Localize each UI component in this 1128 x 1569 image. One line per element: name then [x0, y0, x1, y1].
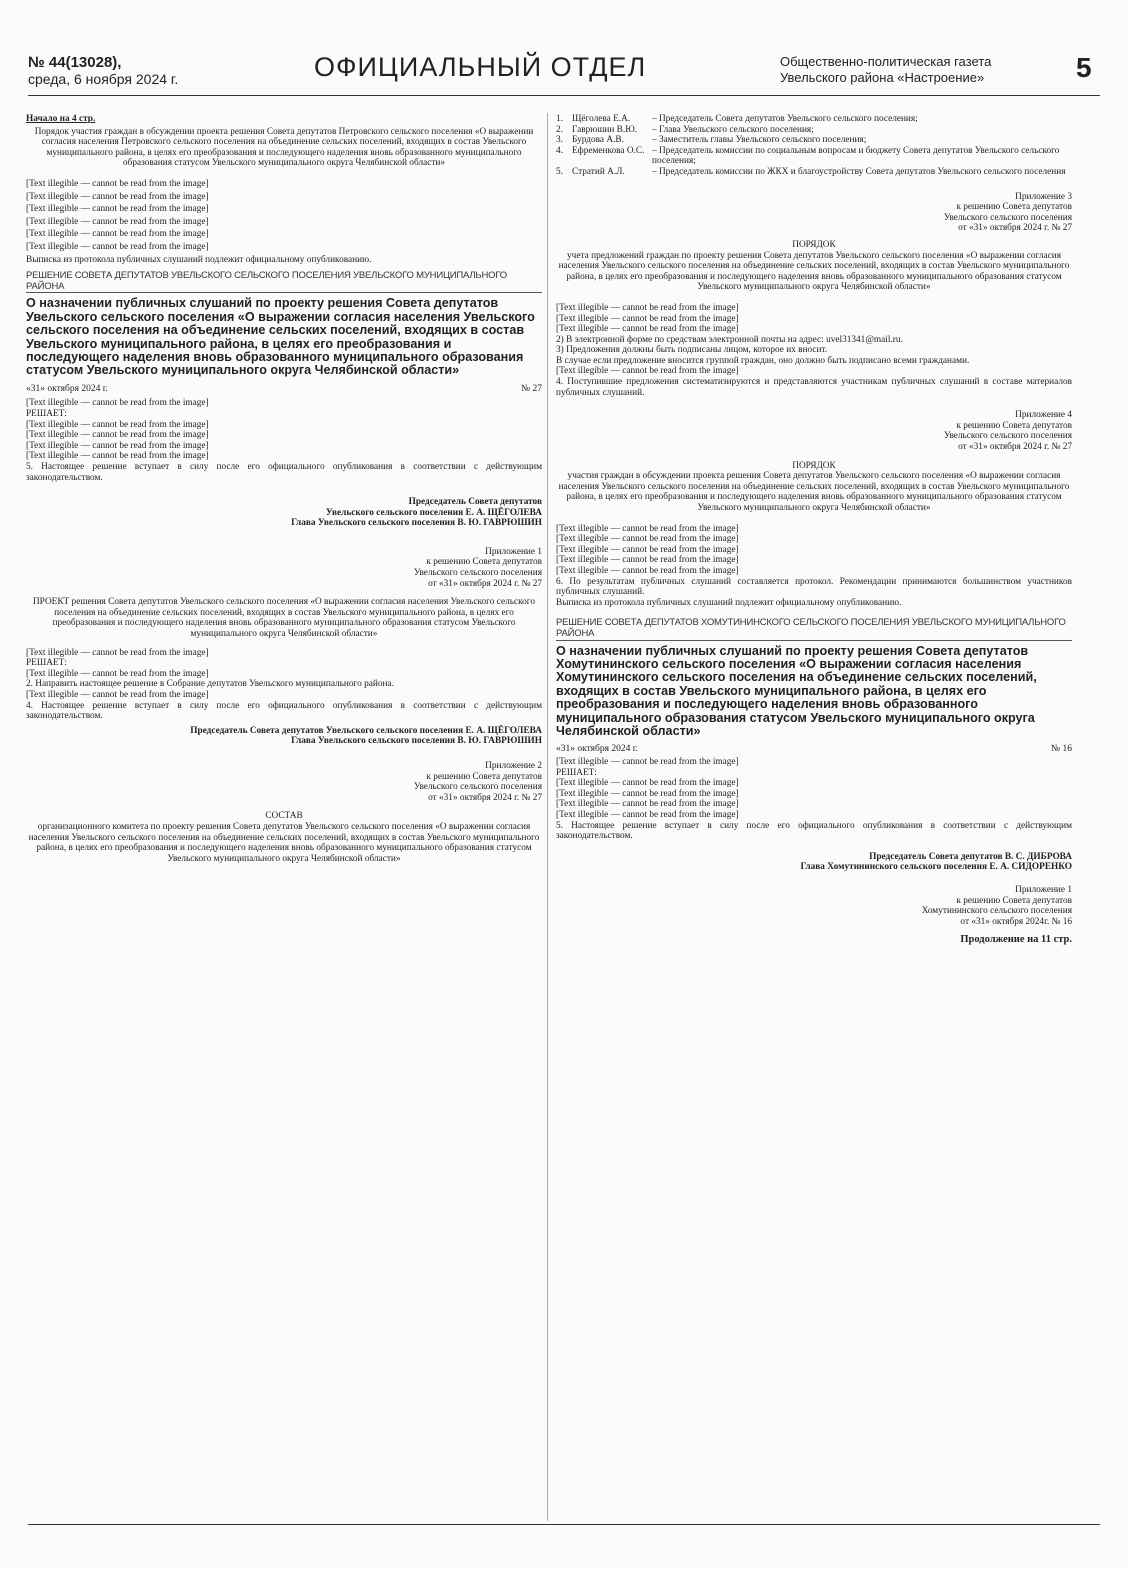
- committee-member: [556, 135, 1072, 146]
- member-number: 1.: [556, 114, 563, 124]
- decision-2-resolves-label: РЕШАЕТ:: [556, 767, 597, 778]
- resolution-item-3: [Text illegible — cannot be read from the image]: [26, 440, 209, 451]
- appendix-1-label: Приложение 1: [485, 546, 542, 557]
- project-item-2: 2. Направить настоящее решение в Собрание депутатов Увельского муниципального района.: [26, 679, 394, 690]
- member-name: Гаврюшин В.Ю.: [572, 124, 638, 135]
- appendix-3-ref: к решению Совета депутатов: [956, 202, 1072, 213]
- proposals-item-3: [Text illegible — cannot be read from the image]: [556, 366, 739, 377]
- appendix-2-note: [26, 761, 542, 803]
- decision-rubric: РЕШЕНИЕ СОВЕТА ДЕПУТАТОВ УВЕЛЬСКОГО СЕЛЬСКОГО ПОСЕЛЕНИЯ УВЕЛЬСКОГО МУНИЦИПАЛЬНОГО РАЙОНА: [26, 271, 542, 293]
- participation-item-1: [Text illegible — cannot be read from the image]: [556, 523, 739, 534]
- decision-2-item-2: [Text illegible — cannot be read from the image]: [556, 788, 739, 799]
- proposals-item-2d: В случае если предложение вносится группой граждан, оно должно быть подписано всеми гражданами.: [556, 355, 970, 366]
- appendix-3-date: от «31» октября 2024 г. № 27: [958, 223, 1072, 234]
- appendix-4-label: Приложение 4: [1015, 410, 1072, 421]
- participation-item-2: [Text illegible — cannot be read from the image]: [556, 534, 739, 545]
- project-item-1: [Text illegible — cannot be read from the image]: [26, 668, 209, 679]
- left-column: [26, 114, 542, 864]
- footer-rule: [28, 1524, 1100, 1525]
- participation-item-6: 6. По результатам публичных слушаний составляется протокол. Рекомендации принимаются большинством участников публичных слушаний.: [556, 576, 1072, 598]
- member-role: – Председатель комиссии по социальным вопросам и бюджету Совета депутатов Увельского сельского поселения;: [652, 145, 1060, 167]
- sostav-heading: СОСТАВ: [265, 811, 303, 822]
- page-number: 5: [1076, 52, 1092, 83]
- decision-2-appendix-1-label: Приложение 1: [1015, 884, 1072, 895]
- resolution-item-2: [Text illegible — cannot be read from the image]: [26, 430, 209, 441]
- project-signature-block: [26, 726, 542, 747]
- header-rule: [28, 95, 1100, 96]
- member-role: – Председатель комиссии по ЖКХ и благоустройству Совета депутатов Увельского сельского поселения: [652, 166, 1066, 177]
- decision-2-signature-2: Глава Хомутининского сельского поселения Е. А. СИДОРЕНКО: [800, 862, 1072, 873]
- poryadok-1-heading: ПОРЯДОК: [792, 239, 836, 250]
- decision-2-preamble: [Text illegible — cannot be read from the image]: [556, 756, 739, 767]
- proposals-item-2: [Text illegible — cannot be read from the image]: [556, 313, 739, 324]
- project-preamble: [Text illegible — cannot be read from the image]: [26, 647, 209, 658]
- decision-2-signature-block: [556, 852, 1072, 873]
- project-item-4: 4. Настоящее решение вступает в силу после его официального опубликования в соответствии с действующим законодательством.: [26, 700, 542, 722]
- proposals-item-2c: 3) Предложения должны быть подписаны лицом, которое их вносит.: [556, 345, 828, 356]
- member-number: 5.: [556, 166, 563, 177]
- proposals-item-4: 4. Поступившие предложения систематизируются и представляются участникам публичных слушаний в составе материалов публичных слушаний.: [556, 377, 1072, 398]
- member-name: Щёголева Е.А.: [572, 114, 631, 124]
- project-title: ПРОЕКТ решения Совета депутатов Увельского сельского поселения «О выражении согласия населения Увельского сельского поселения на объединение сельских поселений, входящих в состав Увельского муниципального района, в целях его преобразования и последующего наделения вновь образованного муниципального образования статусом Увельского муниципального округа Челябинской области»: [32, 597, 536, 640]
- participation-item-5: [Text illegible — cannot be read from the image]: [556, 565, 739, 576]
- newspaper-name-line1: Общественно-политическая газета: [780, 54, 992, 69]
- decision-2-title: О назначении публичных слушаний по проекту решения Совета депутатов Хомутининского сельского поселения «О выражении согласия населения Хомутининского сельского поселения на объединение сельских поселений, входящих в состав Увельского муниципального района, в целях его преобразования и последующего наделения вновь образованного муниципального образования статусом Увельского муниципального округа Челябинской области»: [556, 643, 1037, 738]
- poryadok-1-text: учета предложений граждан по проекту решения Совета депутатов Увельского сельского поселения «О выражении согласия населения Увельского сельского поселения на объединение сельских поселений, входящих в состав Увельского муниципального района, в целях его преобразования и последующего наделения вновь образованного муниципального образования статусом Увельского муниципального округа Челябинской области»: [558, 250, 1070, 293]
- member-name: Ефременкова О.С.: [572, 145, 645, 156]
- decision-2-item-4: [Text illegible — cannot be read from the image]: [556, 809, 739, 820]
- poryadok-2-heading: ПОРЯДОК: [792, 460, 836, 471]
- decision-2-appendix-1-date: от «31» октября 2024г. № 16: [960, 916, 1072, 927]
- signature-line-1: Председатель Совета депутатов: [408, 497, 542, 508]
- appendix-3-label: Приложение 3: [1015, 191, 1072, 202]
- signature-line-3: Глава Увельского сельского поселения В. Ю. ГАВРЮШИН: [291, 518, 542, 529]
- appendix-4-ref: к решению Совета депутатов: [956, 420, 1072, 431]
- resolution-item-5: 5. Настоящее решение вступает в силу после его официального опубликования в соответствии с действующим законодательством.: [26, 461, 542, 483]
- project-signature-2: Глава Увельского сельского поселения В. Ю. ГАВРЮШИН: [291, 736, 542, 747]
- resolution-item-1: [Text illegible — cannot be read from the image]: [26, 419, 209, 430]
- paragraph-2: [Text illegible — cannot be read from the image]: [26, 191, 209, 202]
- issue-date: среда, 6 ноября 2024 г.: [28, 71, 179, 87]
- member-role: – Председатель Совета депутатов Увельского сельского поселения;: [652, 114, 918, 124]
- appendix-4-date: от «31» октября 2024 г. № 27: [958, 442, 1072, 453]
- project-resolves-label: РЕШАЕТ:: [26, 658, 67, 669]
- appendix-2-label: Приложение 2: [485, 760, 542, 771]
- decision-2-appendix-1-council: Хомутининского сельского поселения: [921, 906, 1072, 917]
- appendix-4-council: Увельского сельского поселения: [943, 431, 1072, 442]
- section-title: ОФИЦИАЛЬНЫЙ ОТДЕЛ: [314, 52, 647, 82]
- decision-preamble: [Text illegible — cannot be read from the image]: [26, 398, 209, 409]
- proposals-item-2a: [Text illegible — cannot be read from the image]: [556, 324, 739, 335]
- proposals-item-1: [Text illegible — cannot be read from the image]: [556, 302, 739, 313]
- appendix-1-council: Увельского сельского поселения: [413, 568, 542, 579]
- proposals-item-2b: 2) В электронной форме по средствам электронной почты на адрес: uvel31341@mail.ru.: [556, 334, 903, 345]
- appendix-3-note: [556, 192, 1072, 234]
- appendix-2-council: Увельского сельского поселения: [413, 782, 542, 793]
- paragraph-7: Выписка из протокола публичных слушаний подлежит официальному опубликованию.: [26, 254, 372, 265]
- decision-date: «31» октября 2024 г.: [26, 383, 108, 394]
- participation-item-4: [Text illegible — cannot be read from the image]: [556, 555, 739, 566]
- continued-from: Начало на 4 стр.: [26, 114, 96, 124]
- decision-2-signature-1: Председатель Совета депутатов В. С. ДИБРОВА: [869, 851, 1072, 862]
- poryadok-2-text: участия граждан в обсуждении проекта решения Совета депутатов Увельского сельского поселения «О выражении согласия населения Увельского сельского поселения на объединение сельских поселений, входящих в состав Увельского муниципального района, в целях его преобразования и последующего наделения вновь образованного муниципального образования статусом Увельского муниципального округа Челябинской области»: [558, 471, 1070, 513]
- newspaper-name: [780, 54, 991, 86]
- paragraph-5: [Text illegible — cannot be read from the image]: [26, 229, 209, 240]
- page-header: [28, 52, 1100, 90]
- committee-list: [556, 114, 1072, 178]
- decision-2-rubric: РЕШЕНИЕ СОВЕТА ДЕПУТАТОВ ХОМУТИНИНСКОГО СЕЛЬСКОГО ПОСЕЛЕНИЯ УВЕЛЬСКОГО МУНИЦИПАЛЬНОГО РАЙОНА: [556, 618, 1072, 640]
- newspaper-name-line2: Увельского района «Настроение»: [780, 70, 985, 85]
- resolution-item-4: [Text illegible — cannot be read from the image]: [26, 451, 209, 462]
- appendix-1-ref: к решению Совета депутатов: [426, 557, 542, 568]
- committee-member: [556, 125, 1072, 136]
- decision-2-item-5: 5. Настоящее решение вступает в силу после его официального опубликования в соответствии с действующим законодательством.: [556, 820, 1072, 842]
- appendix-2-date: от «31» октября 2024 г. № 27: [428, 792, 542, 803]
- participation-item-3: [Text illegible — cannot be read from the image]: [556, 544, 739, 555]
- decision-number: № 27: [521, 383, 542, 394]
- signature-line-2: Увельского сельского поселения Е. А. ЩЁГОЛЕВА: [325, 507, 542, 518]
- appendix-1-note: [26, 547, 542, 589]
- member-number: 3.: [556, 135, 563, 146]
- sostav-text: организационного комитета по проекту решения Совета депутатов Увельского сельского поселения «О выражении согласия населения Увельского сельского поселения на объединение сельских поселений, входящих в состав Увельского муниципального района, в целях его преобразования и последующего наделения вновь образованного муниципального образования статусом Увельского муниципального округа Челябинской области»: [28, 821, 540, 864]
- member-name: Стратий А.Л.: [572, 166, 625, 177]
- continued-on: Продолжение на 11 стр.: [960, 934, 1072, 946]
- project-item-3: [Text illegible — cannot be read from the image]: [26, 690, 209, 700]
- decision-2-date: «31» октября 2024 г.: [556, 744, 638, 755]
- decision-2-appendix-1-ref: к решению Совета депутатов: [956, 895, 1072, 906]
- member-role: – Заместитель главы Увельского сельского поселения;: [652, 135, 867, 146]
- order-intro: Порядок участия граждан в обсуждении проекта решения Совета депутатов Петровского сельского поселения «О выражении согласия населения Петровского сельского поселения на объединение сельских поселений, входящих в состав Увельского муниципального района, в целях его преобразования и последующего наделения вновь образованного муниципального образования статусом Увельского муниципального округа Челябинской области»: [34, 126, 534, 169]
- committee-member: [556, 146, 1072, 167]
- committee-member: [556, 167, 1072, 178]
- appendix-3-council: Увельского сельского поселения: [943, 212, 1072, 223]
- paragraph-3: [Text illegible — cannot be read from the image]: [26, 204, 209, 215]
- appendix-4-note: [556, 410, 1072, 452]
- member-number: 4.: [556, 145, 563, 156]
- issue-info: [28, 54, 178, 88]
- paragraph-6: [Text illegible — cannot be read from the image]: [26, 241, 209, 252]
- resolves-label: РЕШАЕТ:: [26, 408, 67, 419]
- decision-2-item-3: [Text illegible — cannot be read from the image]: [556, 799, 739, 810]
- participation-item-7: Выписка из протокола публичных слушаний подлежит официальному опубликованию.: [556, 597, 902, 608]
- paragraph-1: [Text illegible — cannot be read from the image]: [26, 178, 209, 189]
- project-signature-1: Председатель Совета депутатов Увельского сельского поселения Е. А. ЩЁГОЛЕВА: [190, 725, 542, 736]
- right-column: [556, 114, 1072, 946]
- appendix-2-ref: к решению Совета депутатов: [426, 771, 542, 782]
- decision-2-item-1: [Text illegible — cannot be read from the image]: [556, 778, 739, 789]
- appendix-1-date: от «31» октября 2024 г. № 27: [428, 578, 542, 589]
- decision-meta: [26, 384, 542, 395]
- committee-member: [556, 114, 1072, 125]
- paragraph-4: [Text illegible — cannot be read from the image]: [26, 216, 209, 227]
- decision-2-appendix-1-note: [556, 885, 1072, 927]
- decision-2-meta: [556, 744, 1072, 755]
- member-number: 2.: [556, 124, 563, 135]
- member-name: Бурдова А.В.: [572, 135, 624, 146]
- decision-2-number: № 16: [1051, 744, 1072, 755]
- member-role: – Глава Увельского сельского поселения;: [652, 124, 814, 135]
- signature-block: [26, 497, 542, 529]
- decision-title: О назначении публичных слушаний по проекту решения Совета депутатов Увельского сельского поселения «О выражении согласия населения Увельского сельского поселения на объединение сельских поселений, входящих в состав Увельского муниципального района, в целях его преобразования и последующего наделения вновь образованного муниципального образования статусом Увельского муниципального округа Челябинской области»: [26, 296, 535, 378]
- column-divider: [547, 113, 548, 1521]
- issue-number: № 44(13028),: [28, 54, 122, 71]
